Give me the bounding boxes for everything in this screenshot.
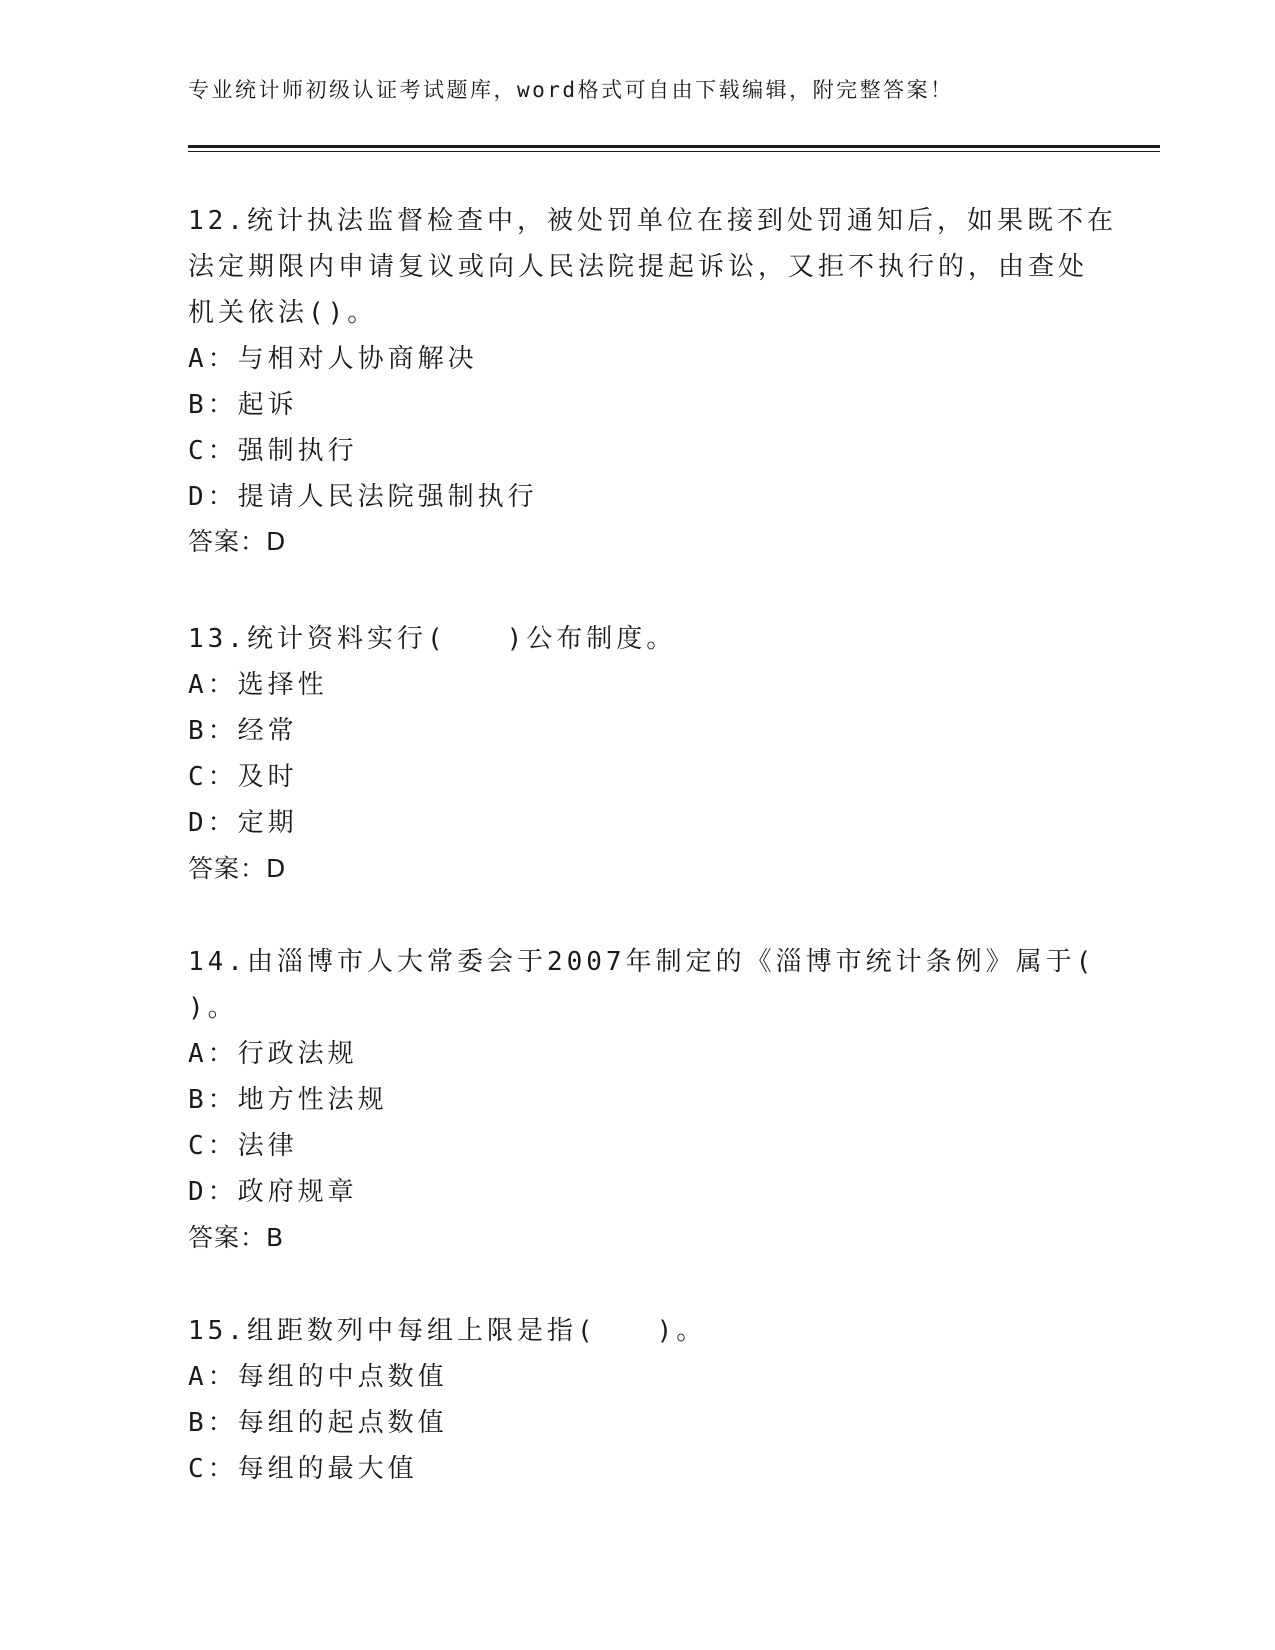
answer-label: 答案：D	[188, 527, 287, 556]
header-rule-thick	[188, 145, 1160, 148]
document-header: 专业统计师初级认证考试题库，word格式可自由下载编辑，附完整答案！	[188, 78, 954, 102]
question-stem-line: 机关依法()。	[188, 298, 378, 328]
question-stem-line: 13.统计资料实行( )公布制度。	[188, 624, 677, 654]
answer-label: 答案：D	[188, 854, 287, 883]
option-b: B：经常	[188, 716, 298, 746]
option-a: A：行政法规	[188, 1039, 358, 1069]
option-c: C：及时	[188, 762, 298, 792]
option-c: C：法律	[188, 1131, 298, 1161]
question-stem-line: 12.统计执法监督检查中，被处罚单位在接到处罚通知后，如果既不在	[188, 206, 1117, 236]
option-b: B：每组的起点数值	[188, 1408, 448, 1438]
option-b: B：起诉	[188, 390, 298, 420]
answer-label: 答案：B	[188, 1223, 285, 1252]
question-stem-line: )。	[188, 993, 238, 1023]
question-stem-line: 14.由淄博市人大常委会于2007年制定的《淄博市统计条例》属于(	[188, 947, 1096, 977]
option-d: D：提请人民法院强制执行	[188, 482, 538, 512]
option-d: D：政府规章	[188, 1177, 358, 1207]
option-a: A：每组的中点数值	[188, 1362, 448, 1392]
option-a: A：与相对人协商解决	[188, 344, 478, 374]
question-stem-line: 15.组距数列中每组上限是指( )。	[188, 1316, 707, 1346]
option-c: C：每组的最大值	[188, 1454, 418, 1484]
option-c: C：强制执行	[188, 436, 358, 466]
option-b: B：地方性法规	[188, 1085, 388, 1115]
header-rule-thin	[188, 151, 1160, 152]
option-d: D：定期	[188, 808, 298, 838]
question-stem-line: 法定期限内申请复议或向人民法院提起诉讼，又拒不执行的，由查处	[188, 252, 1089, 282]
option-a: A：选择性	[188, 670, 328, 700]
